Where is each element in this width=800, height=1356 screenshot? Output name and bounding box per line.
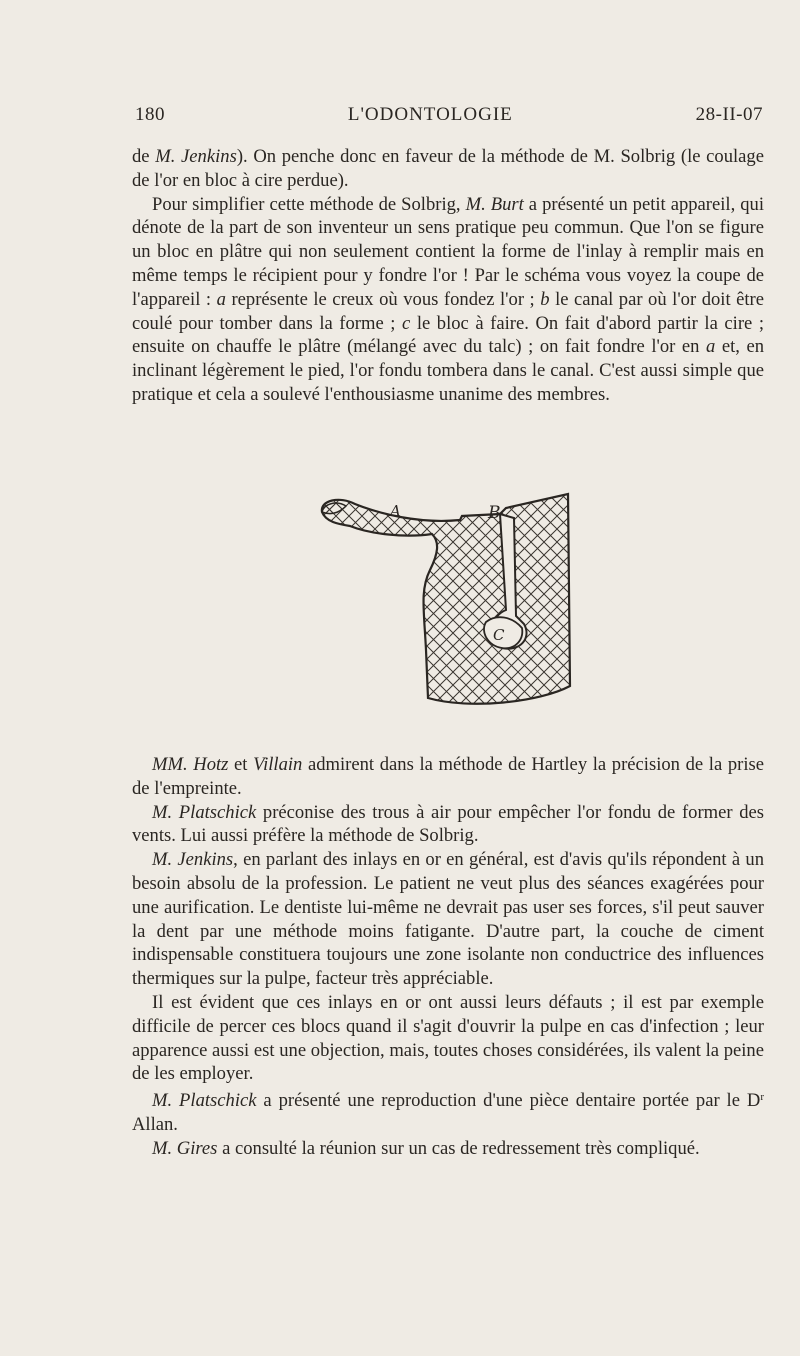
paragraph <box>132 991 764 1086</box>
plaster-block <box>322 494 570 704</box>
text-run: Pour simplifier cette méthode de Solbrig, <box>152 193 466 215</box>
text-run: représente le creux où vous fondez l'or ; <box>225 288 541 310</box>
paragraph <box>132 848 764 991</box>
italic-run: Villain <box>253 754 303 775</box>
text-run: , en parlant des inlays en or en général, est d'avis qu'ils répondent à un besoin absolu de la profession. Le patient ne veut plus des séances exagérées pour une aurification. Le dentiste lui-même ne devrait pas user ses forces, s'il peut sauver la dent par une méthode moins fatigante. D'autre part, la couche de ciment indispensable constituera toujours une zone isolante non conductrice des influences thermiques sur la pulpe, facteur très appréciable. <box>132 849 764 990</box>
text-run: de <box>132 146 156 167</box>
italic-run: a <box>216 288 226 310</box>
italic-run: M. Gires <box>152 1137 218 1159</box>
text-run: admirent dans la méthode de Hartley la précision de la prise de l'empreinte. <box>132 754 764 799</box>
text-block-lower <box>132 753 764 1161</box>
label-b: B <box>488 503 501 523</box>
text-run: et <box>228 754 254 775</box>
journal-title: L'ODONTOLOGIE <box>347 104 513 125</box>
italic-run: M. Burt <box>465 193 524 215</box>
text-run: et, en inclinant légèrement le pied, l'or fondu tombera dans le canal. C'est aussi simple que pratique et cela a soulevé l'enthousiasme unanime des membres. <box>132 336 764 405</box>
apparatus-diagram <box>310 490 575 715</box>
text-block-upper <box>132 145 764 407</box>
text-run: a consulté la réunion sur un cas de redressement très compliqué. <box>217 1137 700 1159</box>
italic-run: M. Jenkins <box>155 146 237 167</box>
text-run: a présenté une reproduction d'une pièce dentaire portée par le D <box>256 1090 761 1112</box>
text-run: ). On penche donc en faveur de la méthode de M. Solbrig (le coulage de l'or en bloc à cire perdue). <box>132 146 764 191</box>
italic-run: MM. Hotz <box>152 754 229 775</box>
text-run: le canal par où l'or doit être coulé pour tomber dans la forme ; <box>132 288 765 334</box>
italic-run: M. Jenkins <box>152 849 234 871</box>
paragraph <box>132 145 764 193</box>
paragraph <box>132 1086 764 1137</box>
page-number: 180 <box>135 104 165 125</box>
paragraph <box>132 193 764 407</box>
paragraph <box>132 753 764 801</box>
italic-run: b <box>540 288 550 310</box>
italic-run: a <box>706 336 716 358</box>
page-header <box>135 104 763 126</box>
italic-run: c <box>402 312 411 334</box>
italic-run: M. Platschick <box>152 801 257 823</box>
label-c: C <box>493 626 505 644</box>
text-run: r <box>760 1091 764 1104</box>
italic-run: M. Platschick <box>152 1090 257 1112</box>
text-run: préconise des trous à air pour empêcher l'or fondu de former des vents. Lui aussi préfère la méthode de Solbrig. <box>132 801 764 847</box>
text-run: a présenté un petit appareil, qui dénote de la part de son inventeur un sens pratique peu commun. Que l'on se figure un bloc en plâtre qui non seulement contient la forme de l'inlay à remplir mais en même temps le récipient pour y fondre l'or ! Par le schéma vous voyez la coupe de l'appareil : <box>132 193 765 310</box>
text-run: le bloc à faire. On fait d'abord partir la cire ; ensuite on chauffe le plâtre (mélangé avec du talc) ; on fait fondre l'or en <box>132 312 764 358</box>
paragraph <box>132 1137 764 1161</box>
paragraph <box>132 801 764 849</box>
text-run: Il est évident que ces inlays en or ont aussi leurs défauts ; il est par exemple difficile de percer ces blocs quand il s'agit d'ouvrir la pulpe en cas d'infection ; leur apparence aussi est une objection, mais, toutes choses considérées, ils valent la peine de les employer. <box>132 991 764 1085</box>
label-a: A <box>390 502 401 520</box>
text-run: Allan. <box>132 1113 178 1135</box>
issue-date: 28-II-07 <box>695 104 763 125</box>
